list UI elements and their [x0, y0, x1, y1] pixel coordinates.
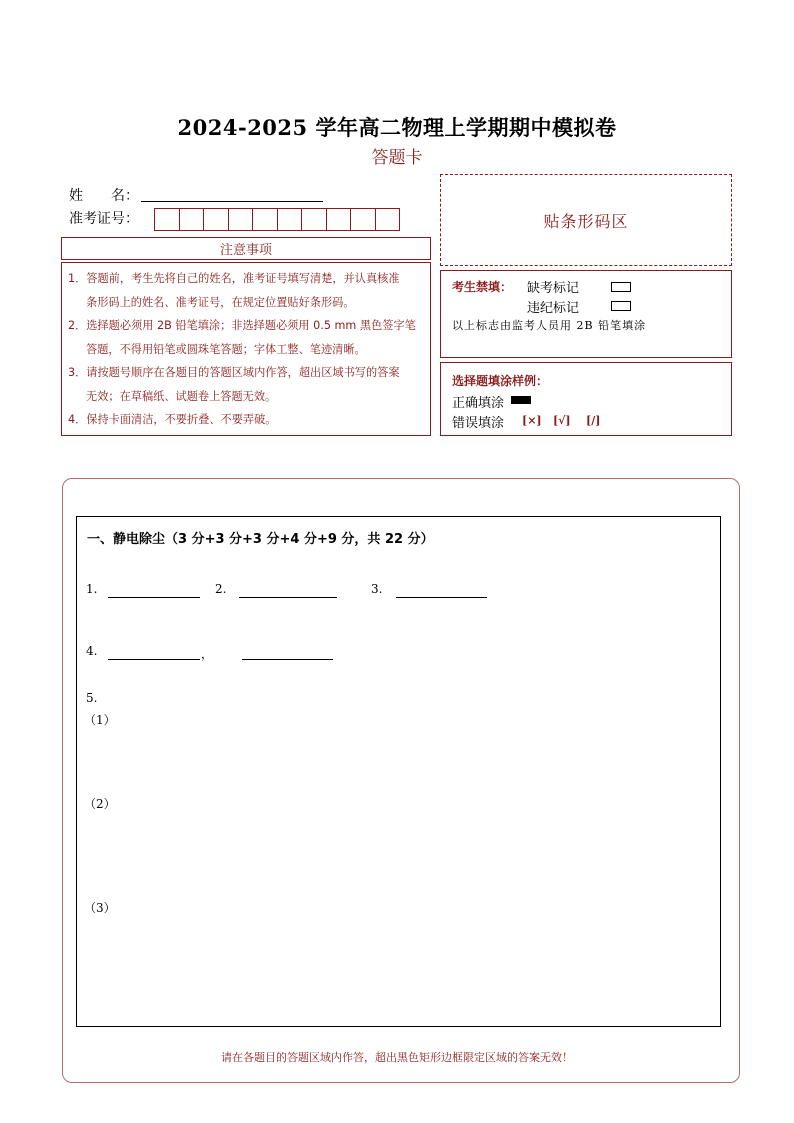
- id-box[interactable]: [277, 208, 303, 231]
- id-box[interactable]: [203, 208, 229, 231]
- absent-mark-box[interactable]: [611, 282, 631, 292]
- wrong-mark-1: [×]: [522, 414, 542, 427]
- fill-sample-label: 选择题填涂样例：: [452, 374, 549, 388]
- exam-mark-box: [440, 270, 732, 358]
- id-box[interactable]: [179, 208, 205, 231]
- notice-heading-text: 注意事项: [219, 243, 272, 258]
- answer-blank-4a[interactable]: [108, 658, 200, 660]
- fill-sample-box: [440, 362, 732, 436]
- id-box[interactable]: [326, 208, 352, 231]
- page-title: 2024-2025 学年高二物理上学期期中模拟卷: [177, 115, 617, 140]
- answer-box[interactable]: [76, 516, 721, 1027]
- id-boxes[interactable]: [154, 208, 400, 231]
- id-box[interactable]: [154, 208, 180, 231]
- absent-mark-label: 缺考标记: [527, 281, 580, 296]
- question-5-label: 5.: [86, 691, 98, 705]
- answer-blank-4b[interactable]: [242, 658, 333, 660]
- question-3-label: 3.: [371, 582, 383, 596]
- name-field[interactable]: [141, 200, 323, 202]
- footer-warning: 请在各题目的答题区域内作答，超出黑色矩形边框限定区域的答案无效！: [221, 1051, 573, 1064]
- answer-blank-1[interactable]: [108, 596, 200, 598]
- notice-body: [61, 262, 431, 436]
- violation-mark-label: 违纪标记: [527, 301, 580, 316]
- barcode-label: 贴条形码区: [543, 211, 629, 231]
- page-subtitle: 答题卡: [371, 148, 423, 168]
- barcode-area: [440, 174, 732, 266]
- id-label: 准考证号：: [69, 211, 139, 227]
- exam-mark-label: 考生禁填：: [452, 280, 513, 294]
- id-box[interactable]: [350, 208, 376, 231]
- question-4-separator: ，: [201, 647, 214, 661]
- notice-item: 条形码上的姓名、准考证号，在规定位置贴好条形码。: [86, 295, 355, 309]
- question-2-label: 2.: [215, 582, 227, 596]
- question-1-label: 1.: [86, 582, 98, 596]
- id-box[interactable]: [252, 208, 278, 231]
- notice-item: 无效；在草稿纸、试题卷上答题无效。: [86, 389, 277, 403]
- wrong-mark-3: [/]: [586, 414, 601, 427]
- notice-heading: [61, 237, 431, 260]
- question-5-sub-3: （3）: [84, 901, 116, 915]
- notice-item: 1．答题前，考生先将自己的姓名，准考证号填写清楚，并认真核准: [68, 272, 400, 285]
- id-box[interactable]: [301, 208, 327, 231]
- notice-item: 答题，不得用铅笔或圆珠笔答题；字体工整、笔迹清晰。: [86, 342, 366, 356]
- answer-blank-2[interactable]: [239, 596, 337, 598]
- violation-mark-box[interactable]: [611, 301, 631, 311]
- section-title: 一、静电除尘（3 分+3 分+3 分+4 分+9 分，共 22 分）: [87, 532, 434, 547]
- question-4-label: 4.: [86, 644, 98, 658]
- correct-fill-label: 正确填涂: [452, 396, 505, 411]
- question-5-sub-2: （2）: [84, 797, 116, 811]
- notice-item: 4．保持卡面清洁，不要折叠、不要弄破。: [68, 413, 277, 426]
- notice-item: 2．选择题必须用 2B 铅笔填涂；非选择题必须用 0.5 mm 黑色签字笔: [68, 319, 416, 332]
- exam-mark-note: 以上标志由监考人员用 2B 铅笔填涂: [452, 319, 647, 332]
- notice-item: 3．请按题号顺序在各题目的答题区域内作答，超出区域书写的答案: [68, 366, 400, 379]
- answer-blank-3[interactable]: [396, 596, 487, 598]
- id-box[interactable]: [375, 208, 401, 231]
- wrong-mark-2: [√]: [553, 414, 571, 427]
- name-label: 姓 名：: [69, 188, 139, 204]
- question-5-sub-1: （1）: [84, 713, 116, 727]
- wrong-fill-label: 错误填涂: [452, 416, 505, 431]
- correct-fill-sample: [511, 396, 531, 404]
- id-box[interactable]: [228, 208, 254, 231]
